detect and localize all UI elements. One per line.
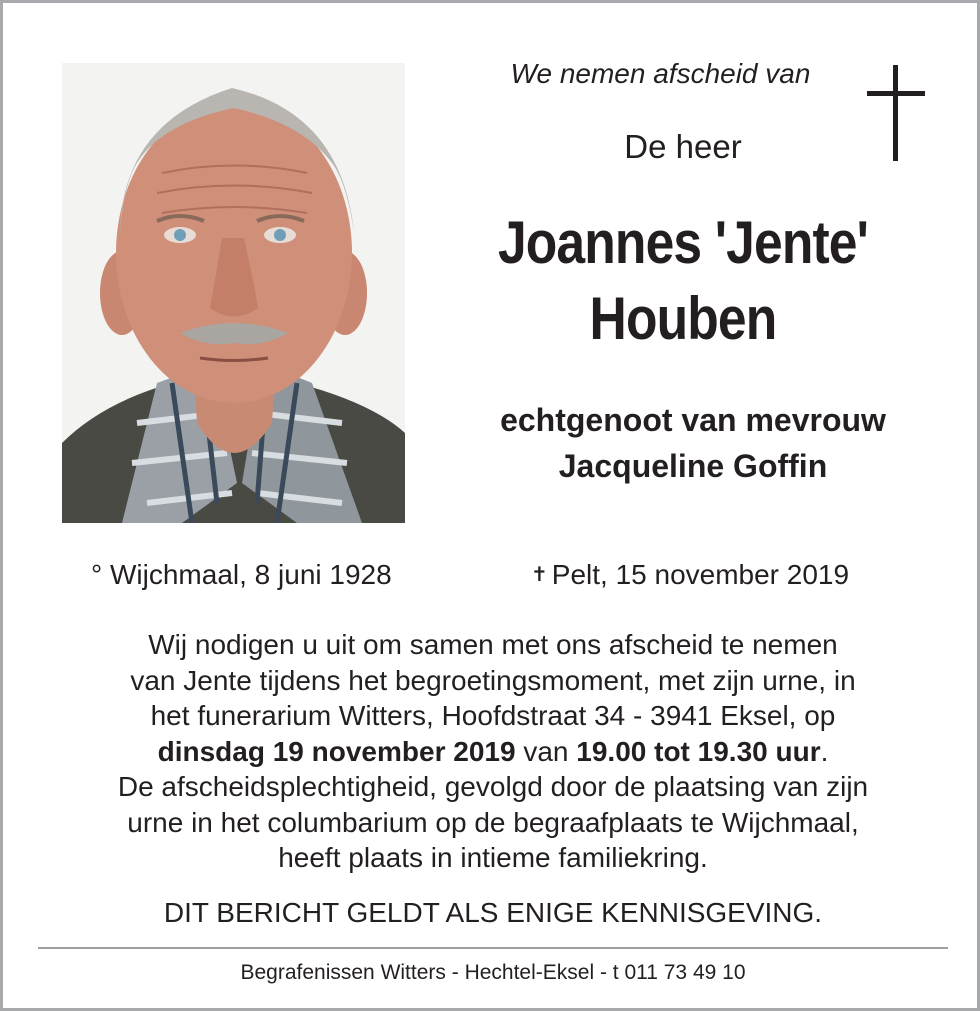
deceased-name (477, 205, 890, 357)
portrait-photo (62, 63, 405, 523)
name-line-2: Houben (589, 285, 777, 352)
body-line-5: De afscheidsplechtigheid, gevolgd door de plaatsing van zijn (117, 771, 869, 802)
body-line-1: Wij nodigen u uit om samen met ons afscheid te nemen (148, 629, 838, 660)
birth-symbol: ° (91, 559, 103, 590)
salutation: De heer (624, 128, 742, 165)
body-line-2: van Jente tijdens het begroetingsmoment, met zijn urne, in (130, 664, 856, 696)
body-line-3: het funerarium Witters, Hoofdstraat 34 - 3941 Eksel, op (150, 700, 836, 731)
ceremony-date: dinsdag 19 november 2019 (157, 735, 516, 767)
body-line-6: urne in het columbarium op de begraafplaats te Wijchmaal, (127, 806, 859, 838)
closing-notice: DIT BERICHT GELDT ALS ENIGE KENNISGEVING. (163, 897, 823, 928)
name-line-1: Joannes 'Jente' (497, 209, 869, 276)
birth-info (91, 559, 392, 591)
small-cross-icon: ✝ (531, 564, 548, 586)
divider (38, 947, 948, 949)
body-line-4-mid: van (523, 735, 569, 767)
death-place-date: Pelt, 15 november 2019 (551, 559, 850, 590)
ceremony-time: 19.00 tot 19.30 uur (576, 735, 821, 767)
spouse-info (423, 397, 963, 489)
body-line-7: heeft plaats in intieme familiekring. (278, 842, 708, 873)
body-line-4-end: . (820, 735, 829, 767)
birth-place-date: Wijchmaal, 8 juni 1928 (109, 559, 392, 590)
intro-text: We nemen afscheid van (510, 58, 811, 89)
death-info (531, 559, 849, 591)
spouse-line-2: Jacqueline Goffin (558, 448, 828, 484)
footer-funeral-home: Begrafenissen Witters - Hechtel-Eksel - t 011 73 49 10 (240, 961, 746, 984)
body-line-4 (43, 734, 943, 770)
spouse-line-1: echtgenoot van mevrouw (500, 402, 886, 438)
invitation-text (43, 627, 943, 876)
